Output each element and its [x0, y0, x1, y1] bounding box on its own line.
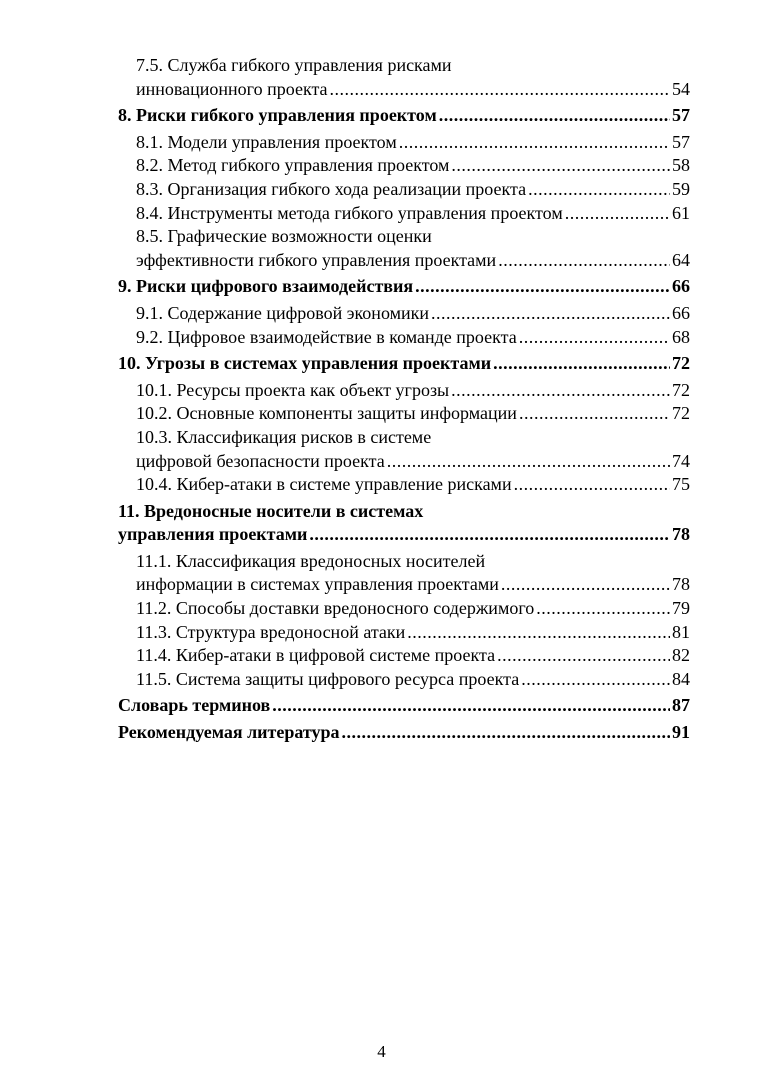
toc-page-number: 54 — [672, 78, 690, 99]
toc-page-number: 59 — [672, 178, 690, 199]
toc-entry-title: 10.3. Классификация рисков в системе — [136, 426, 432, 447]
dot-leader — [451, 154, 670, 178]
toc-page-number: 57 — [672, 131, 690, 152]
toc-entry-title: Рекомендуемая литература — [118, 722, 340, 743]
page-number: 4 — [377, 1042, 386, 1061]
toc-section-entry — [118, 473, 690, 497]
toc-page-number: 84 — [672, 668, 690, 689]
toc-entry-title: эффективности гибкого управления проектами — [136, 249, 497, 270]
toc-entry-title: Словарь терминов — [118, 695, 271, 716]
toc-page-number: 57 — [672, 105, 690, 126]
toc-entry-title: 11.5. Система защиты цифрового ресурса проекта — [136, 668, 520, 689]
toc-entry-title: инновационного проекта — [136, 78, 328, 99]
dot-leader — [272, 694, 670, 718]
toc-section-entry — [118, 668, 690, 692]
toc-chapter-entry — [118, 275, 690, 299]
toc-entry-title: 8.3. Организация гибкого хода реализации проекта — [136, 178, 527, 199]
dot-leader — [399, 131, 670, 155]
toc-entry-title: 11.1. Классификация вредоносных носителей — [136, 550, 486, 571]
dot-leader — [407, 621, 670, 645]
toc-entry-title: 8.1. Модели управления проектом — [136, 131, 397, 152]
dot-leader — [519, 326, 670, 350]
toc-page-number: 68 — [672, 326, 690, 347]
toc-section-entry — [118, 54, 690, 101]
dot-leader — [342, 721, 670, 745]
dot-leader — [501, 573, 670, 597]
toc-chapter-entry — [118, 721, 690, 745]
toc-page-number: 72 — [672, 353, 690, 374]
toc-section-entry — [118, 426, 690, 473]
toc-entry-title: 10. Угрозы в системах управления проектами — [118, 353, 492, 374]
toc-entry-title: 10.1. Ресурсы проекта как объект угрозы — [136, 379, 450, 400]
toc-section-entry — [118, 644, 690, 668]
toc-page-number: 72 — [672, 379, 690, 400]
toc-entry-title: 11. Вредоносные носители в системах — [118, 500, 424, 521]
toc-entry-title: информации в системах управления проектами — [136, 574, 499, 595]
toc-page-number: 72 — [672, 403, 690, 424]
toc-page-number: 87 — [672, 695, 690, 716]
dot-leader — [493, 352, 670, 376]
toc-section-entry — [118, 402, 690, 426]
dot-leader — [309, 523, 670, 547]
toc-section-entry — [118, 597, 690, 621]
toc-entry-title: 10.2. Основные компоненты защиты информации — [136, 403, 517, 424]
toc-section-entry — [118, 154, 690, 178]
toc-entry-title: управления проектами — [118, 524, 308, 545]
toc-entry-title: цифровой безопасности проекта — [136, 450, 385, 471]
dot-leader — [498, 249, 670, 273]
toc-page-number: 66 — [672, 276, 690, 297]
toc-entry-title: 7.5. Служба гибкого управления рисками — [136, 55, 452, 75]
toc-section-entry — [118, 131, 690, 155]
toc-entry-title: 8.4. Инструменты метода гибкого управления проектом — [136, 202, 563, 223]
dot-leader — [415, 275, 670, 299]
dot-leader — [497, 644, 670, 668]
toc-chapter-entry — [118, 500, 690, 547]
dot-leader — [536, 597, 670, 621]
toc-entry-title: 10.4. Кибер-атаки в системе управление рисками — [136, 474, 512, 495]
dot-leader — [528, 178, 670, 202]
toc-page-number: 78 — [672, 574, 690, 595]
toc-page-number: 78 — [672, 524, 690, 545]
toc-section-entry — [118, 550, 690, 597]
toc-page-number: 75 — [672, 474, 690, 495]
dot-leader — [330, 78, 670, 102]
toc-page-number: 66 — [672, 302, 690, 323]
toc-page-number: 74 — [672, 450, 690, 471]
dot-leader — [439, 104, 670, 128]
toc-entry-title: 9. Риски цифрового взаимодействия — [118, 276, 414, 297]
toc-entry-title: 11.2. Способы доставки вредоносного содержимого — [136, 598, 535, 619]
toc-section-entry — [118, 302, 690, 326]
toc-section-entry — [118, 178, 690, 202]
toc-page-number: 61 — [672, 202, 690, 223]
toc-page-number: 82 — [672, 645, 690, 666]
toc-entry-title: 8.2. Метод гибкого управления проектом — [136, 155, 450, 176]
toc-page-number: 58 — [672, 155, 690, 176]
dot-leader — [451, 379, 670, 403]
toc-section-entry — [118, 225, 690, 272]
toc-page-number: 64 — [672, 249, 690, 270]
toc-page-number: 91 — [672, 722, 690, 743]
toc-entry-title: 11.4. Кибер-атаки в цифровой системе проекта — [136, 645, 496, 666]
toc-entry-title: 9.1. Содержание цифровой экономики — [136, 302, 430, 323]
toc-entry-title: 8.5. Графические возможности оценки — [136, 226, 432, 247]
toc-section-entry — [118, 621, 690, 645]
dot-leader — [519, 402, 670, 426]
table-of-contents — [118, 54, 690, 748]
dot-leader — [514, 473, 670, 497]
dot-leader — [565, 202, 670, 226]
toc-section-entry — [118, 202, 690, 226]
toc-page-number: 81 — [672, 621, 690, 642]
toc-entry-title: 11.3. Структура вредоносной атаки — [136, 621, 406, 642]
toc-entry-title: 9.2. Цифровое взаимодействие в команде проекта — [136, 326, 517, 347]
dot-leader — [521, 668, 670, 692]
toc-page-number: 79 — [672, 598, 690, 619]
dot-leader — [387, 450, 670, 474]
toc-chapter-entry — [118, 352, 690, 376]
dot-leader — [431, 302, 670, 326]
toc-chapter-entry — [118, 694, 690, 718]
toc-chapter-entry — [118, 104, 690, 128]
toc-entry-title: 8. Риски гибкого управления проектом — [118, 105, 437, 126]
toc-section-entry — [118, 326, 690, 350]
toc-section-entry — [118, 379, 690, 403]
